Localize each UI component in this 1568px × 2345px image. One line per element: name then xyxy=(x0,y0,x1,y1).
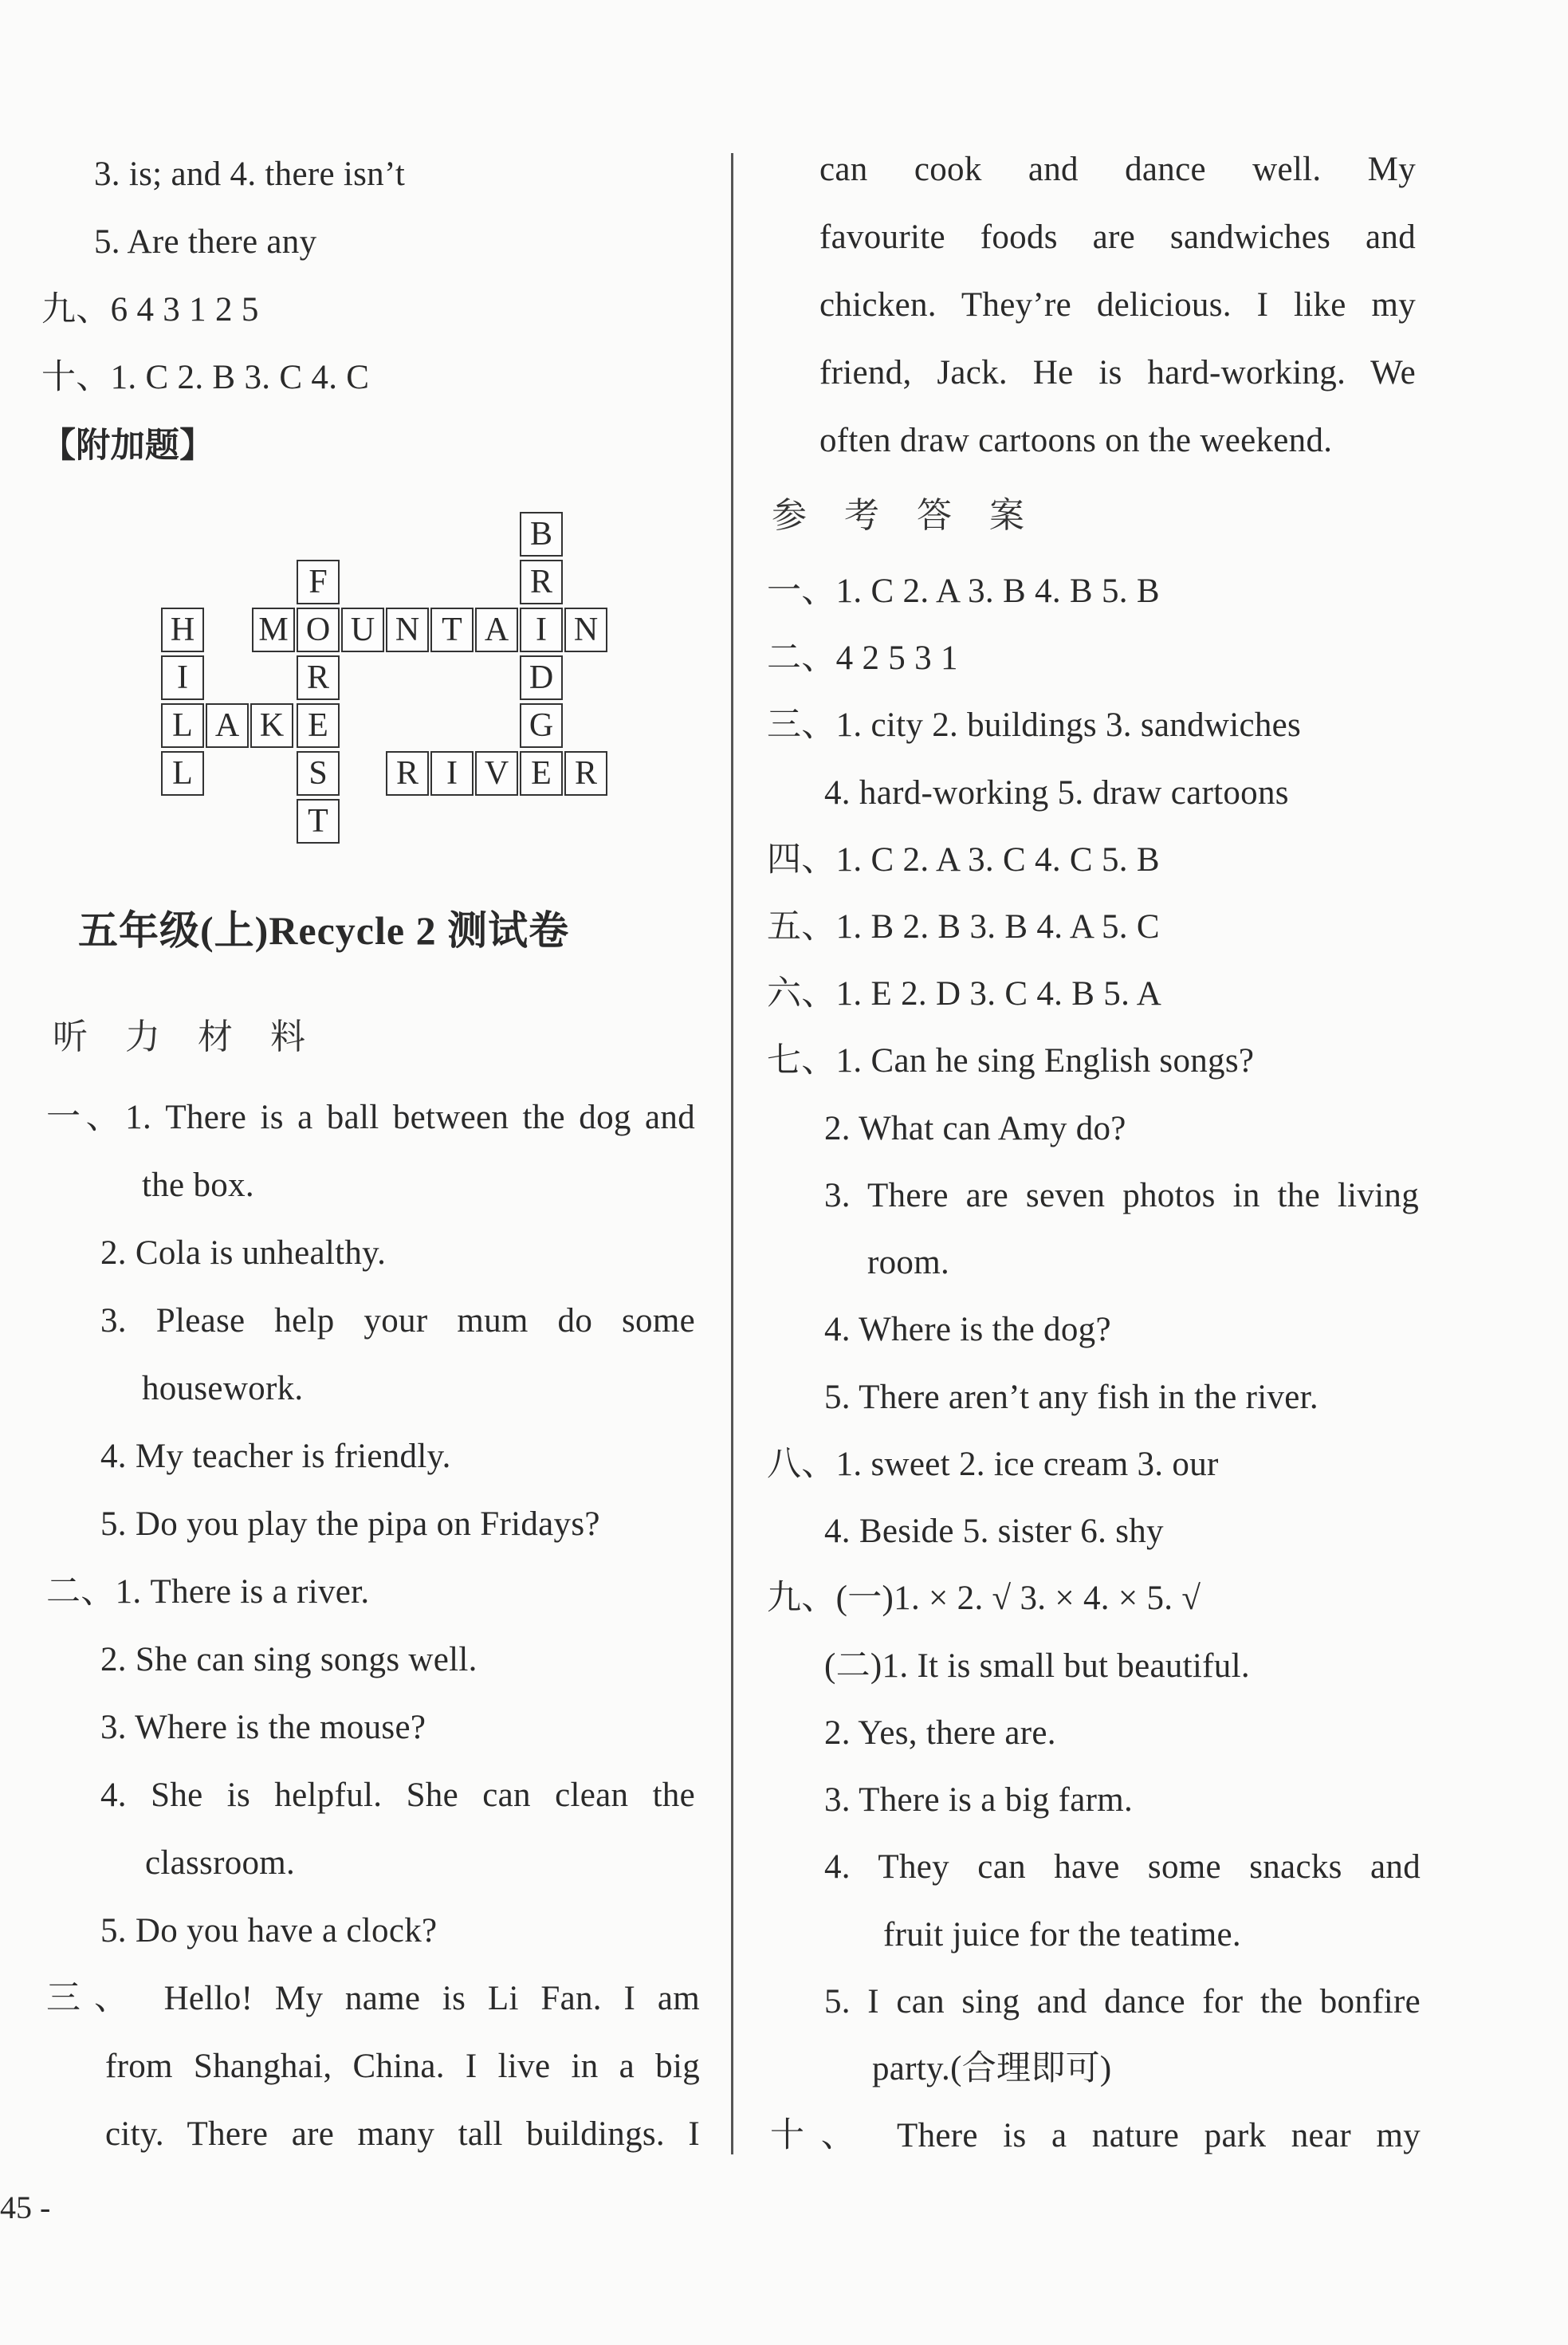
answer-line: 二、4 2 5 3 1 xyxy=(767,639,958,677)
answer-line: 4. They can have some snacks and xyxy=(824,1848,1421,1886)
crossword-cell: U xyxy=(341,608,384,652)
crossword-cell: F xyxy=(297,560,340,604)
answers-heading: 参 考 答 案 xyxy=(772,496,1039,535)
crossword-cell: N xyxy=(564,608,607,652)
listening-line: from Shanghai, China. I live in a big xyxy=(105,2048,700,2085)
answer-line: 5. Are there any xyxy=(94,223,317,261)
crossword-cell: S xyxy=(297,751,340,796)
crossword-cell: M xyxy=(252,608,295,652)
answer-line: party.(合理即可) xyxy=(872,2050,1112,2087)
crossword-cell: R xyxy=(520,560,563,604)
crossword-cell: E xyxy=(520,751,563,796)
crossword-cell: K xyxy=(250,703,293,748)
listening-line: 二、1. There is a river. xyxy=(46,1573,370,1611)
answer-line: 4. hard-working 5. draw cartoons xyxy=(824,774,1289,812)
crossword-cell: V xyxy=(475,751,518,796)
listening-line: 4. She is helpful. She can clean the xyxy=(100,1776,695,1814)
answer-line: 3. There are seven photos in the living xyxy=(824,1177,1419,1214)
answer-line: 五、1. B 2. B 3. B 4. A 5. C xyxy=(767,908,1160,946)
answer-line: 2. Yes, there are. xyxy=(824,1714,1056,1752)
passage-line: chicken. They’re delicious. I like my xyxy=(819,286,1416,324)
listening-line: 5. Do you have a clock? xyxy=(100,1912,438,1950)
answer-line: 一、1. C 2. A 3. B 4. B 5. B xyxy=(767,572,1160,610)
answer-line: 3. is; and 4. there isn’t xyxy=(94,155,406,193)
passage-line: can cook and dance well. My xyxy=(819,151,1416,188)
listening-line: the box. xyxy=(142,1167,254,1204)
listening-line: 3. Please help your mum do some xyxy=(100,1302,695,1340)
passage-line: friend, Jack. He is hard-working. We xyxy=(819,354,1416,391)
crossword-cell: H xyxy=(161,608,204,652)
crossword-cell: R xyxy=(564,751,607,796)
answer-line: 三、1. city 2. buildings 3. sandwiches xyxy=(767,706,1302,744)
listening-line: 5. Do you play the pipa on Fridays? xyxy=(100,1505,600,1543)
crossword-cell: G xyxy=(520,703,563,748)
column-divider xyxy=(731,153,733,2154)
answer-line: 九、(一)1. × 2. √ 3. × 4. × 5. √ xyxy=(767,1580,1201,1617)
answer-line: 3. There is a big farm. xyxy=(824,1781,1134,1819)
listening-line: 2. Cola is unhealthy. xyxy=(100,1234,387,1272)
answer-line: 十、1. C 2. B 3. C 4. C xyxy=(41,359,370,396)
listening-heading: 听 力 材 料 xyxy=(53,1017,320,1056)
passage-line: often draw cartoons on the weekend. xyxy=(819,422,1333,459)
crossword-cell: I xyxy=(430,751,474,796)
listening-line: 一、1. There is a ball between the dog and xyxy=(46,1099,695,1136)
crossword-cell: I xyxy=(520,608,563,652)
answer-line: 八、1. sweet 2. ice cream 3. our xyxy=(767,1446,1219,1483)
crossword-cell: D xyxy=(520,655,563,700)
crossword-cell: O xyxy=(297,608,340,652)
crossword-cell: E xyxy=(297,703,340,748)
answer-line: room. xyxy=(867,1244,950,1281)
listening-line: housework. xyxy=(142,1370,304,1407)
listening-line: city. There are many tall buildings. I xyxy=(105,2115,700,2153)
crossword-cell: T xyxy=(297,799,340,844)
answer-line: 4. Beside 5. sister 6. shy xyxy=(824,1513,1164,1550)
answer-line: 四、1. C 2. A 3. C 4. C 5. B xyxy=(767,841,1160,879)
answer-line: fruit juice for the teatime. xyxy=(883,1916,1241,1954)
answer-line: 十、 There is a nature park near my xyxy=(770,2117,1421,2154)
listening-line: 三、 Hello! My name is Li Fan. I am xyxy=(46,1980,700,2017)
answer-line: 九、6 4 3 1 2 5 xyxy=(41,291,259,329)
listening-line: 3. Where is the mouse? xyxy=(100,1709,426,1746)
crossword-cell: B xyxy=(520,512,563,557)
crossword-cell: R xyxy=(386,751,429,796)
crossword-cell: A xyxy=(206,703,249,748)
answer-line: 2. What can Amy do? xyxy=(824,1110,1126,1147)
page-number: 45 - xyxy=(0,2190,51,2225)
answer-line: 5. I can sing and dance for the bonfire xyxy=(824,1983,1421,2020)
listening-line: 2. She can sing songs well. xyxy=(100,1641,477,1678)
crossword-cell: T xyxy=(430,608,474,652)
crossword-cell: I xyxy=(161,655,204,700)
crossword-cell: A xyxy=(475,608,518,652)
crossword-cell: R xyxy=(297,655,340,700)
test-title: 五年级(上)Recycle 2 测试卷 xyxy=(78,908,570,953)
answer-line: 七、1. Can he sing English songs? xyxy=(767,1042,1255,1080)
listening-line: 4. My teacher is friendly. xyxy=(100,1438,451,1475)
bonus-heading: 【附加题】 xyxy=(41,427,214,465)
crossword-cell: L xyxy=(161,703,204,748)
answer-line: 六、1. E 2. D 3. C 4. B 5. A xyxy=(767,975,1162,1013)
passage-line: favourite foods are sandwiches and xyxy=(819,218,1416,256)
answer-line: (二)1. It is small but beautiful. xyxy=(824,1647,1250,1685)
listening-line: classroom. xyxy=(145,1844,296,1882)
answer-line: 4. Where is the dog? xyxy=(824,1311,1111,1348)
crossword-cell: N xyxy=(386,608,429,652)
answer-line: 5. There aren’t any fish in the river. xyxy=(824,1379,1318,1416)
crossword-cell: L xyxy=(161,751,204,796)
